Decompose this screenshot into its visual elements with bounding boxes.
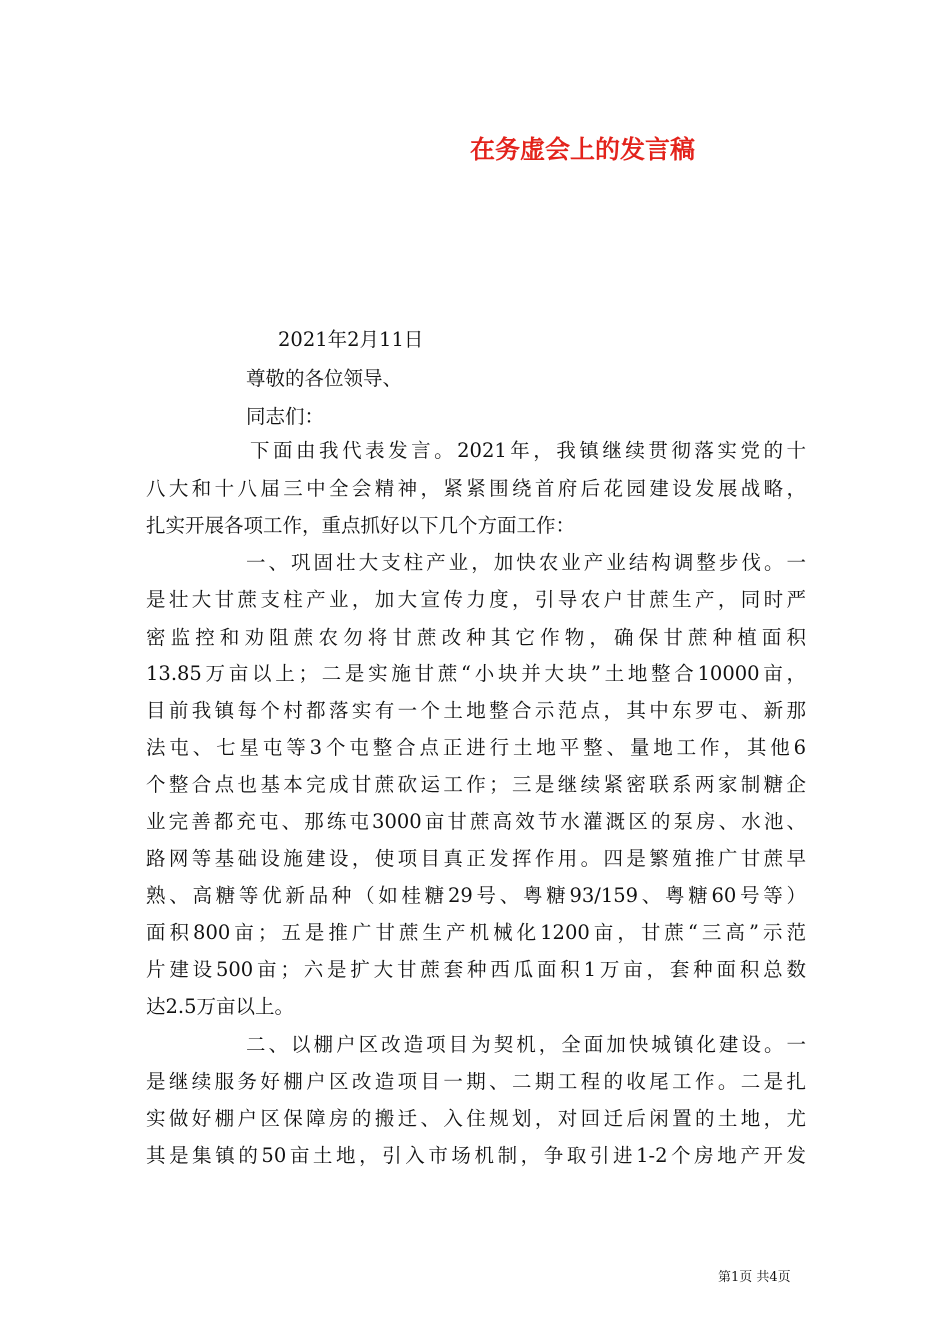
body-line: 是继续服务好棚户区改造项目一期、二期工程的收尾工作。二是扎 xyxy=(146,1070,806,1093)
body-line: 熟、高糖等优新品种（如桂糖29号、粤糖93/159、粤糖60号等） xyxy=(146,884,806,907)
body-line: 扎实开展各项工作，重点抓好以下几个方面工作： xyxy=(146,514,576,537)
body-line: 八大和十八届三中全会精神，紧紧围绕首府后花园建设发展战略， xyxy=(146,477,806,500)
body-line: 下面由我代表发言。2021年，我镇继续贯彻落实党的十 xyxy=(250,439,806,462)
body-line: 二、以棚户区改造项目为契机，全面加快城镇化建设。一 xyxy=(246,1033,806,1056)
body-line: 13.85万亩以上；二是实施甘蔗“小块并大块”土地整合10000亩， xyxy=(146,662,806,685)
body-line: 达2.5万亩以上。 xyxy=(146,995,295,1018)
body-line: 密监控和劝阻蔗农勿将甘蔗改种其它作物，确保甘蔗种植面积 xyxy=(146,626,806,649)
body-line: 其是集镇的50亩土地，引入市场机制，争取引进1-2个房地产开发 xyxy=(146,1144,806,1167)
body-line: 面积800亩；五是推广甘蔗生产机械化1200亩，甘蔗“三高”示范 xyxy=(146,921,806,944)
body-line: 实做好棚户区保障房的搬迁、入住规划，对回迁后闲置的土地，尤 xyxy=(146,1107,806,1130)
body-line: 片建设500亩；六是扩大甘蔗套种西瓜面积1万亩，套种面积总数 xyxy=(146,958,806,981)
body-line: 路网等基础设施建设，使项目真正发挥作用。四是繁殖推广甘蔗早 xyxy=(146,847,806,870)
salutation-line-1: 尊敬的各位领导、 xyxy=(246,367,403,390)
body-line: 个整合点也基本完成甘蔗砍运工作；三是继续紧密联系两家制糖企 xyxy=(146,773,806,796)
body-line: 法屯、七星屯等3个屯整合点正进行土地平整、量地工作，其他6 xyxy=(146,736,806,759)
body-line: 业完善都充屯、那练屯3000亩甘蔗高效节水灌溉区的泵房、水池、 xyxy=(146,810,806,833)
document-title: 在务虚会上的发言稿 xyxy=(470,135,696,164)
body-line: 目前我镇每个村都落实有一个土地整合示范点，其中东罗屯、新那 xyxy=(146,699,806,722)
salutation-line-2: 同志们： xyxy=(246,405,325,428)
document-date: 2021年2月11日 xyxy=(278,328,424,351)
body-line: 是壮大甘蔗支柱产业，加大宣传力度，引导农户甘蔗生产，同时严 xyxy=(146,588,806,611)
body-line: 一、巩固壮大支柱产业，加快农业产业结构调整步伐。一 xyxy=(246,551,806,574)
page-number-footer: 第1页 共4页 xyxy=(718,1270,791,1285)
